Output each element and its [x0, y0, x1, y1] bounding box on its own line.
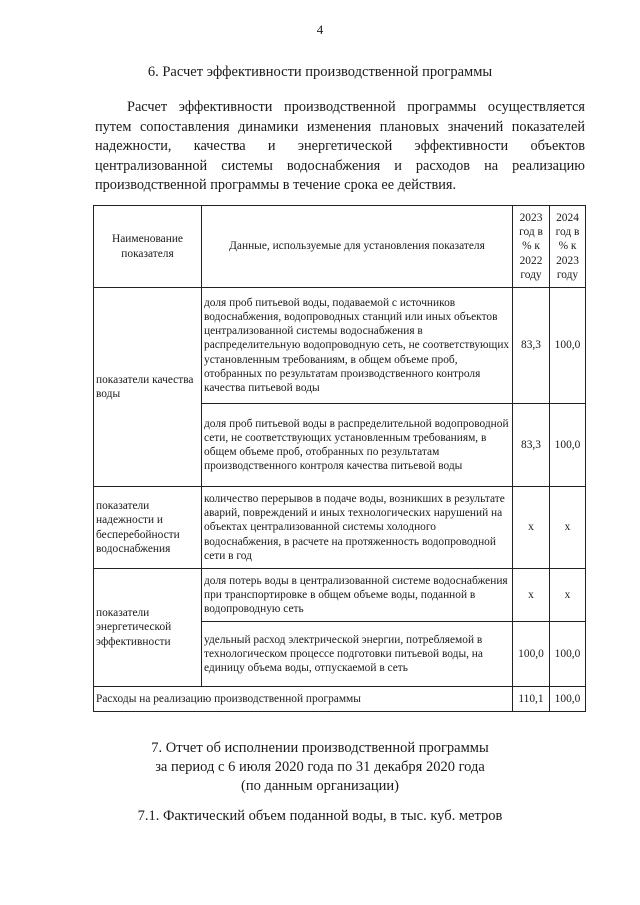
row-value-2024: 100,0: [550, 404, 586, 487]
page-number: 4: [316, 22, 324, 37]
group-reliability: показатели надежности и бесперебойности водоснабжения: [94, 487, 202, 569]
table-row: [94, 569, 586, 622]
footer-value-2024: 100,0: [550, 687, 586, 712]
row-desc: доля проб питьевой воды в распределительной водопроводной сети, не соответствующих установленным требованиям, в общем объеме проб, отобранных по результатам производственного контроля качества питьевой воды: [202, 404, 513, 487]
header-data: Данные, используемые для установления показателя: [202, 206, 513, 288]
table-row: [94, 487, 586, 569]
row-value-2024: х: [550, 487, 586, 569]
row-value-2023: 100,0: [513, 622, 550, 687]
row-desc: количество перерывов в подаче воды, возникших в результате аварий, повреждений и иных технологических нарушений на объектах централизованной системы холодного водоснабжения, в расчете на протяженность водопроводной сети в год: [202, 487, 513, 569]
header-2023: 2023 год в % к 2022 году: [513, 206, 550, 288]
report-title-line-2: за период с 6 июля 2020 года по 31 декабря 2020 года: [155, 759, 485, 775]
footer-label: Расходы на реализацию производственной программы: [94, 687, 513, 712]
report-title-line-1: 7. Отчет об исполнении производственной программы: [151, 740, 489, 756]
row-desc: удельный расход электрической энергии, потребляемой в технологическом процессе подготовки питьевой воды, на единицу объема воды, отпускаемой в сеть: [202, 622, 513, 687]
report-subtitle: 7.1. Фактический объем поданной воды, в тыс. куб. метров: [137, 808, 503, 824]
table-row: [94, 288, 586, 404]
row-value-2023: х: [513, 569, 550, 622]
row-value-2023: 83,3: [513, 404, 550, 487]
section-title: 6. Расчет эффективности производственной программы: [147, 64, 493, 80]
report-title: [0, 739, 640, 796]
row-value-2024: 100,0: [550, 288, 586, 404]
row-desc: доля проб питьевой воды, подаваемой с источников водоснабжения, водопроводных станций или иных объектов централизованной системы водоснабжения в распределительную водопроводную сеть, не соответствующих установленным требованиям, в общем объеме проб, отобранных по результатам производственного контроля качества питьевой воды: [202, 288, 513, 404]
table-header-row: [94, 206, 586, 288]
row-value-2024: х: [550, 569, 586, 622]
report-title-line-3: (по данным организации): [240, 778, 399, 794]
table-footer-row: [94, 687, 586, 712]
row-value-2024: 100,0: [550, 622, 586, 687]
header-name: Наименование показателя: [94, 206, 202, 288]
header-2024: 2024 год в % к 2023 году: [550, 206, 586, 288]
row-value-2023: х: [513, 487, 550, 569]
row-value-2023: 83,3: [513, 288, 550, 404]
group-energy: показатели энергетической эффективности: [94, 569, 202, 687]
row-desc: доля потерь воды в централизованной системе водоснабжения при транспортировке в общем объеме воды, поданной в водопроводную сеть: [202, 569, 513, 622]
footer-value-2023: 110,1: [513, 687, 550, 712]
group-quality: показатели качества воды: [94, 288, 202, 487]
indicators-table: [93, 205, 586, 712]
intro-paragraph: Расчет эффективности производственной программы осуществляется путем сопоставления динамики изменения плановых значений показателей надежности, качества и энергетической эффективности объектов централизованной системы водоснабжения и расходов на реализацию производственной программы в течение срока ее действия.: [95, 99, 585, 193]
